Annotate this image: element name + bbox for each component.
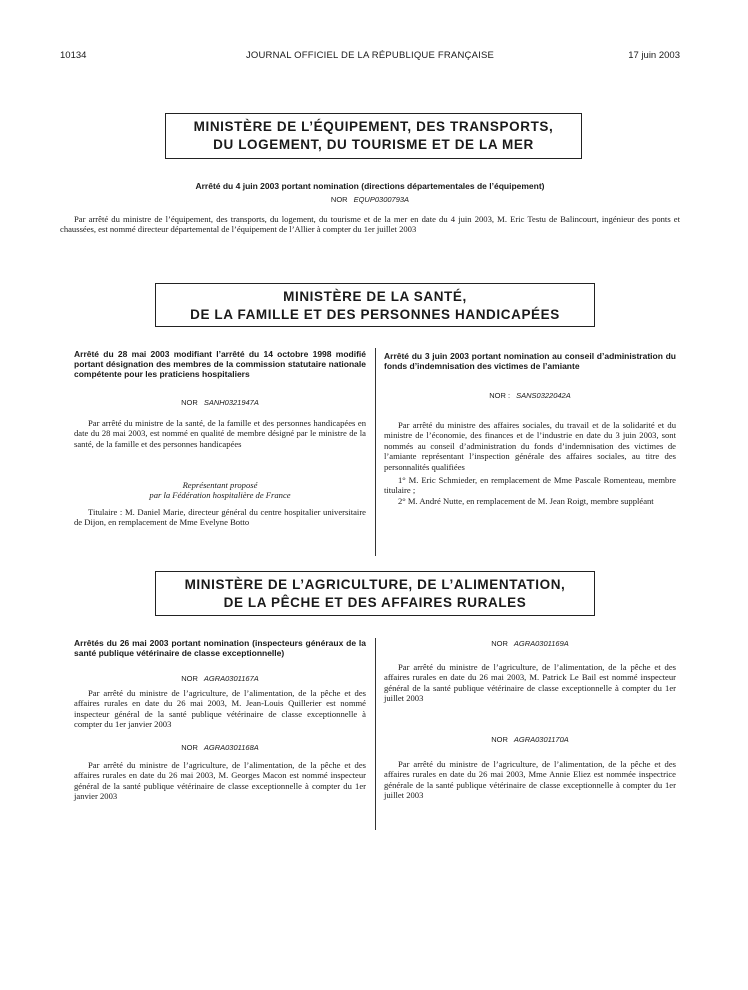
nomination-item: 1° M. Eric Schmieder, en remplacement de Mme Pascale Romenteau, membre titulaire ; (384, 475, 676, 496)
nor-code: SANS0322042A (516, 391, 571, 400)
nor-reference (74, 674, 366, 683)
ministry-heading-line: MINISTÈRE DE L’AGRICULTURE, DE L’ALIMENTATION, (184, 577, 566, 592)
ministry-heading-line: DU LOGEMENT, DU TOURISME ET DE LA MER (213, 137, 534, 152)
page-number: 10134 (60, 50, 87, 61)
nor-reference (74, 398, 366, 407)
issue-date: 17 juin 2003 (628, 50, 680, 61)
nor-label: NOR (181, 398, 198, 407)
decree-body (74, 418, 366, 449)
rep-line: Représentant proposé (182, 480, 258, 490)
decree-paragraph: Par arrêté du ministre de l’agriculture, de l’alimentation, de la pêche et des affaires rurales en date du 26 mai 2003, M. Patrick Le Bail est nommé inspecteur général de la santé publique vétérinaire de classe exceptionnelle à compter du 1er juillet 2003 (384, 662, 676, 704)
nor-label: NOR (491, 639, 508, 648)
decree-paragraph: Par arrêté du ministre des affaires sociales, du travail et de la solidarité et du ministre de l’économie, des finances et de l’industrie en date du 3 juin 2003, sont nommés au conseil d’administration du fonds d’indemnisation des victimes de l’amiante représentant l’inspection générale des affaires sociales, au titre des personnalités qualifiées (384, 420, 676, 472)
representative-heading (74, 480, 366, 501)
decree-paragraph: Par arrêté du ministre de l’agriculture, de l’alimentation, de la pêche et des affaires rurales en date du 26 mai 2003, Mme Annie Eliez est nommée inspectrice générale de la santé publique vétérinaire de classe exceptionnelle à compter du 1er juillet 2003 (384, 759, 676, 801)
ministry-heading-equipement (165, 113, 582, 159)
running-header (60, 50, 680, 64)
decree-title: Arrêté du 3 juin 2003 portant nomination au conseil d’administration du fonds d’indemnisation des victimes de l’amiante (384, 351, 676, 371)
nor-reference (384, 391, 676, 400)
decree-body (74, 760, 366, 802)
decree-body (74, 688, 366, 730)
nor-code: EQUP0300793A (353, 195, 410, 204)
decree-paragraph: Par arrêté du ministre de l’équipement, des transports, du logement, du tourisme et de la mer en date du 4 juin 2003, M. Eric Testu de Balincourt, ingénieur des ponts et chaussées, est nommé directeur départemental de l’équipement de l’Allier à compter du 1er juillet 2003 (60, 214, 680, 235)
nomination-item: 2° M. André Nutte, en remplacement de M. Jean Roigt, membre suppléant (398, 495, 654, 506)
ministry-heading-line: MINISTÈRE DE LA SANTÉ, (283, 289, 467, 304)
decree-paragraph: Titulaire : M. Daniel Marie, directeur général du centre hospitalier universitaire de Dijon, en remplacement de Mme Evelyne Botto (74, 507, 366, 528)
column-divider (375, 638, 376, 830)
nor-label: NOR (181, 743, 198, 752)
journal-title: JOURNAL OFFICIEL DE LA RÉPUBLIQUE FRANÇAISE (245, 50, 495, 61)
nor-label: NOR : (489, 391, 511, 400)
decree-body (384, 662, 676, 704)
nor-label: NOR (181, 674, 198, 683)
decree-body (384, 420, 676, 506)
nor-label: NOR (330, 195, 348, 204)
ministry-heading-line: MINISTÈRE DE L’ÉQUIPEMENT, DES TRANSPORTS, (193, 119, 554, 134)
rep-line: par la Fédération hospitalière de France (149, 490, 291, 501)
nor-reference (384, 639, 676, 648)
nor-code: SANH0321947A (203, 398, 259, 407)
ministry-heading-line: DE LA FAMILLE ET DES PERSONNES HANDICAPÉES (190, 307, 560, 322)
ministry-heading-sante (155, 283, 595, 327)
nor-reference (74, 743, 366, 752)
nor-code: AGRA0301169A (513, 639, 569, 648)
nor-reference (60, 195, 680, 204)
decree-body (384, 759, 676, 801)
nor-reference (384, 735, 676, 744)
nor-code: AGRA0301168A (203, 743, 259, 752)
nor-code: AGRA0301167A (203, 674, 259, 683)
decree-body (60, 214, 680, 235)
decree-title: Arrêté du 28 mai 2003 modifiant l’arrêté du 14 octobre 1998 modifié portant désignation des membres de la commission statutaire nationale compétente pour les praticiens hospitaliers (74, 349, 366, 379)
ministry-heading-line: DE LA PÊCHE ET DES AFFAIRES RURALES (223, 595, 527, 610)
nor-code: AGRA0301170A (513, 735, 569, 744)
ministry-heading-agriculture (155, 571, 595, 616)
nor-label: NOR (491, 735, 508, 744)
decree-title: Arrêtés du 26 mai 2003 portant nomination (inspecteurs généraux de la santé publique vétérinaire de classe exceptionnelle) (74, 638, 366, 658)
decree-paragraph: Par arrêté du ministre de l’agriculture, de l’alimentation, de la pêche et des affaires rurales en date du 26 mai 2003, M. Georges Macon est nommé inspecteur général de la santé publique vétérinaire de classe exceptionnelle à compter du 1er janvier 2003 (74, 760, 366, 802)
column-divider (375, 348, 376, 556)
titulaire-entry (74, 507, 366, 528)
decree-paragraph: Par arrêté du ministre de l’agriculture, de l’alimentation, de la pêche et des affaires rurales en date du 26 mai 2003, M. Jean-Louis Quillerier est nommé inspecteur général de la santé publique vétérinaire de classe exceptionnelle à compter du 1er janvier 2003 (74, 688, 366, 730)
decree-title: Arrêté du 4 juin 2003 portant nomination (directions départementales de l’équipement) (195, 181, 545, 191)
decree-paragraph: Par arrêté du ministre de la santé, de la famille et des personnes handicapées en date du 28 mai 2003, est nommé en qualité de membre désigné par le ministre de la santé, de la famille et des personnes handicapées (74, 418, 366, 449)
